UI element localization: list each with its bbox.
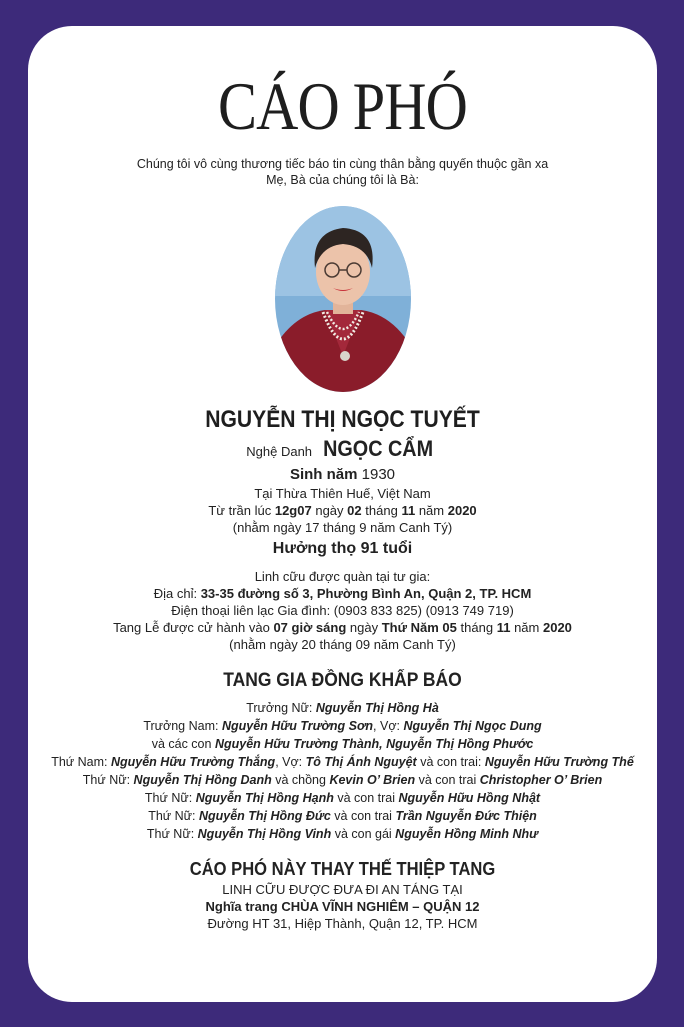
family-row	[28, 789, 657, 807]
birth-year-row	[28, 465, 657, 485]
born-label: Sinh năm	[289, 466, 358, 483]
family-list	[28, 699, 657, 843]
death-day: 02	[347, 503, 362, 518]
artist-name-row	[28, 436, 657, 465]
obituary-card	[28, 26, 657, 1002]
relation-label: Thứ Nữ:	[146, 827, 195, 841]
death-day-label: ngày	[315, 503, 344, 518]
artist-name: NGỌC CẨM	[322, 436, 433, 461]
relative-name: Nguyễn Thị Ngọc Dung	[403, 719, 542, 733]
family-row	[28, 825, 657, 843]
relative-name: Trần Nguyễn Đức Thiện	[395, 809, 537, 823]
artist-label: Nghệ Danh	[246, 444, 313, 459]
family-row	[28, 771, 657, 789]
relation-label: , Vợ:	[275, 755, 303, 769]
death-year-label: năm	[418, 503, 445, 518]
relative-name: Nguyễn Thị Hồng Đức	[198, 809, 331, 823]
death-year: 2020	[447, 503, 477, 518]
family-row	[28, 717, 657, 735]
relative-name: Nguyễn Thị Hồng Hạnh	[195, 791, 334, 805]
relation-label: Thứ Nữ:	[148, 809, 196, 823]
relation-label: và con trai	[418, 773, 477, 787]
relative-name: Tô Thị Ánh Nguyệt	[305, 755, 417, 769]
family-row	[28, 807, 657, 825]
relative-name: Nguyễn Hữu Trường Sơn	[221, 719, 374, 733]
death-month: 11	[401, 503, 416, 518]
lying-in-state: Linh cữu được quàn tại tư gia:	[254, 569, 431, 584]
ceremony-day-label: ngày	[349, 620, 379, 635]
relation-label: Thứ Nữ:	[82, 773, 131, 787]
family-heading: TANG GIA ĐỒNG KHẤP BÁO	[223, 670, 462, 691]
relative-name: Nguyễn Hữu Trường Thế	[484, 755, 634, 769]
ceremony-year: 2020	[542, 620, 572, 635]
family-row	[28, 735, 657, 753]
relation-label: và con trai	[334, 809, 392, 823]
relative-name: Nguyễn Hồng Minh Như	[395, 827, 539, 841]
ceremony-time: 07 giờ sáng	[273, 620, 347, 635]
cemetery-name-text: Nghĩa trang CHÙA VĨNH NGHIÊM – QUẬN 12	[205, 899, 480, 914]
cemetery-name	[28, 898, 657, 915]
ceremony-month: 11	[496, 620, 511, 635]
address-label: Địa chỉ:	[153, 586, 198, 601]
intro-line-2: Mẹ, Bà của chúng tôi là Bà:	[266, 173, 419, 187]
death-date	[28, 502, 657, 519]
burial-line: LINH CỮU ĐƯỢC ĐƯA ĐI AN TÁNG TẠI	[222, 882, 463, 897]
death-prefix: Từ trần lúc	[208, 503, 272, 518]
relative-name: Nguyễn Thị Hồng Danh	[133, 773, 272, 787]
relation-label: và chồng	[275, 773, 326, 787]
lunar-ceremony-date: (nhằm ngày 20 tháng 09 năm Canh Tý)	[229, 637, 456, 652]
page-title: CÁO PHÓ	[217, 68, 468, 144]
ceremony-year-label: năm	[514, 620, 540, 635]
cemetery-address: Đường HT 31, Hiệp Thành, Quận 12, TP. HCM	[207, 916, 478, 931]
relative-name: Nguyễn Thị Hồng Hà	[315, 701, 439, 715]
relative-name: Kevin O’ Brien	[329, 773, 416, 787]
ceremony-prefix: Tang Lễ được cử hành vào	[113, 620, 270, 635]
lunar-death-date: (nhằm ngày 17 tháng 9 năm Canh Tý)	[232, 520, 453, 535]
intro-line-1: Chúng tôi vô cùng thương tiếc báo tin cùng thân bằng quyến thuộc gần xa	[136, 157, 549, 171]
age-at-death: Hưởng thọ 91 tuổi	[272, 540, 413, 557]
relation-label: , Vợ:	[373, 719, 400, 733]
relation-label: Trưởng Nữ:	[246, 701, 313, 715]
death-time: 12g07	[274, 503, 312, 518]
relation-label: Thứ Nữ:	[144, 791, 193, 805]
relation-label: Trưởng Nam:	[143, 719, 219, 733]
notice-heading: CÁO PHÓ NÀY THAY THẾ THIỆP TANG	[189, 859, 496, 879]
relation-label: và các con	[151, 737, 212, 751]
relative-name: Nguyễn Hữu Trường Thắng	[110, 755, 276, 769]
family-row	[28, 753, 657, 771]
birthplace: Tại Thừa Thiên Huế, Việt Nam	[254, 486, 431, 501]
relation-label: và con trai:	[420, 755, 482, 769]
relation-label: Thứ Nam:	[51, 755, 108, 769]
relative-name: Nguyễn Hữu Hồng Nhật	[398, 791, 541, 805]
address-value: 33-35 đường số 3, Phường Bình An, Quận 2, TP. HCM	[200, 586, 532, 601]
ceremony-date	[28, 619, 657, 636]
relative-name: Nguyễn Hữu Trường Thành, Nguyễn Thị Hồng Phước	[214, 737, 534, 751]
deceased-name: NGUYỄN THỊ NGỌC TUYẾT	[205, 406, 480, 433]
funeral-address	[28, 585, 657, 602]
relation-label: và con gái	[334, 827, 392, 841]
born-year: 1930	[361, 466, 396, 483]
ceremony-weekday: Thứ Năm 05	[381, 620, 457, 635]
relative-name: Christopher O’ Brien	[479, 773, 603, 787]
relation-label: và con trai	[337, 791, 396, 805]
death-month-label: tháng	[365, 503, 398, 518]
relative-name: Nguyễn Thị Hồng Vinh	[197, 827, 332, 841]
family-phone: Điện thoại liên lạc Gia đình: (0903 833 825) (0913 749 719)	[171, 603, 514, 618]
family-row	[28, 699, 657, 717]
portrait-photo	[275, 206, 411, 392]
ceremony-month-label: tháng	[460, 620, 494, 635]
intro-text	[28, 156, 657, 188]
